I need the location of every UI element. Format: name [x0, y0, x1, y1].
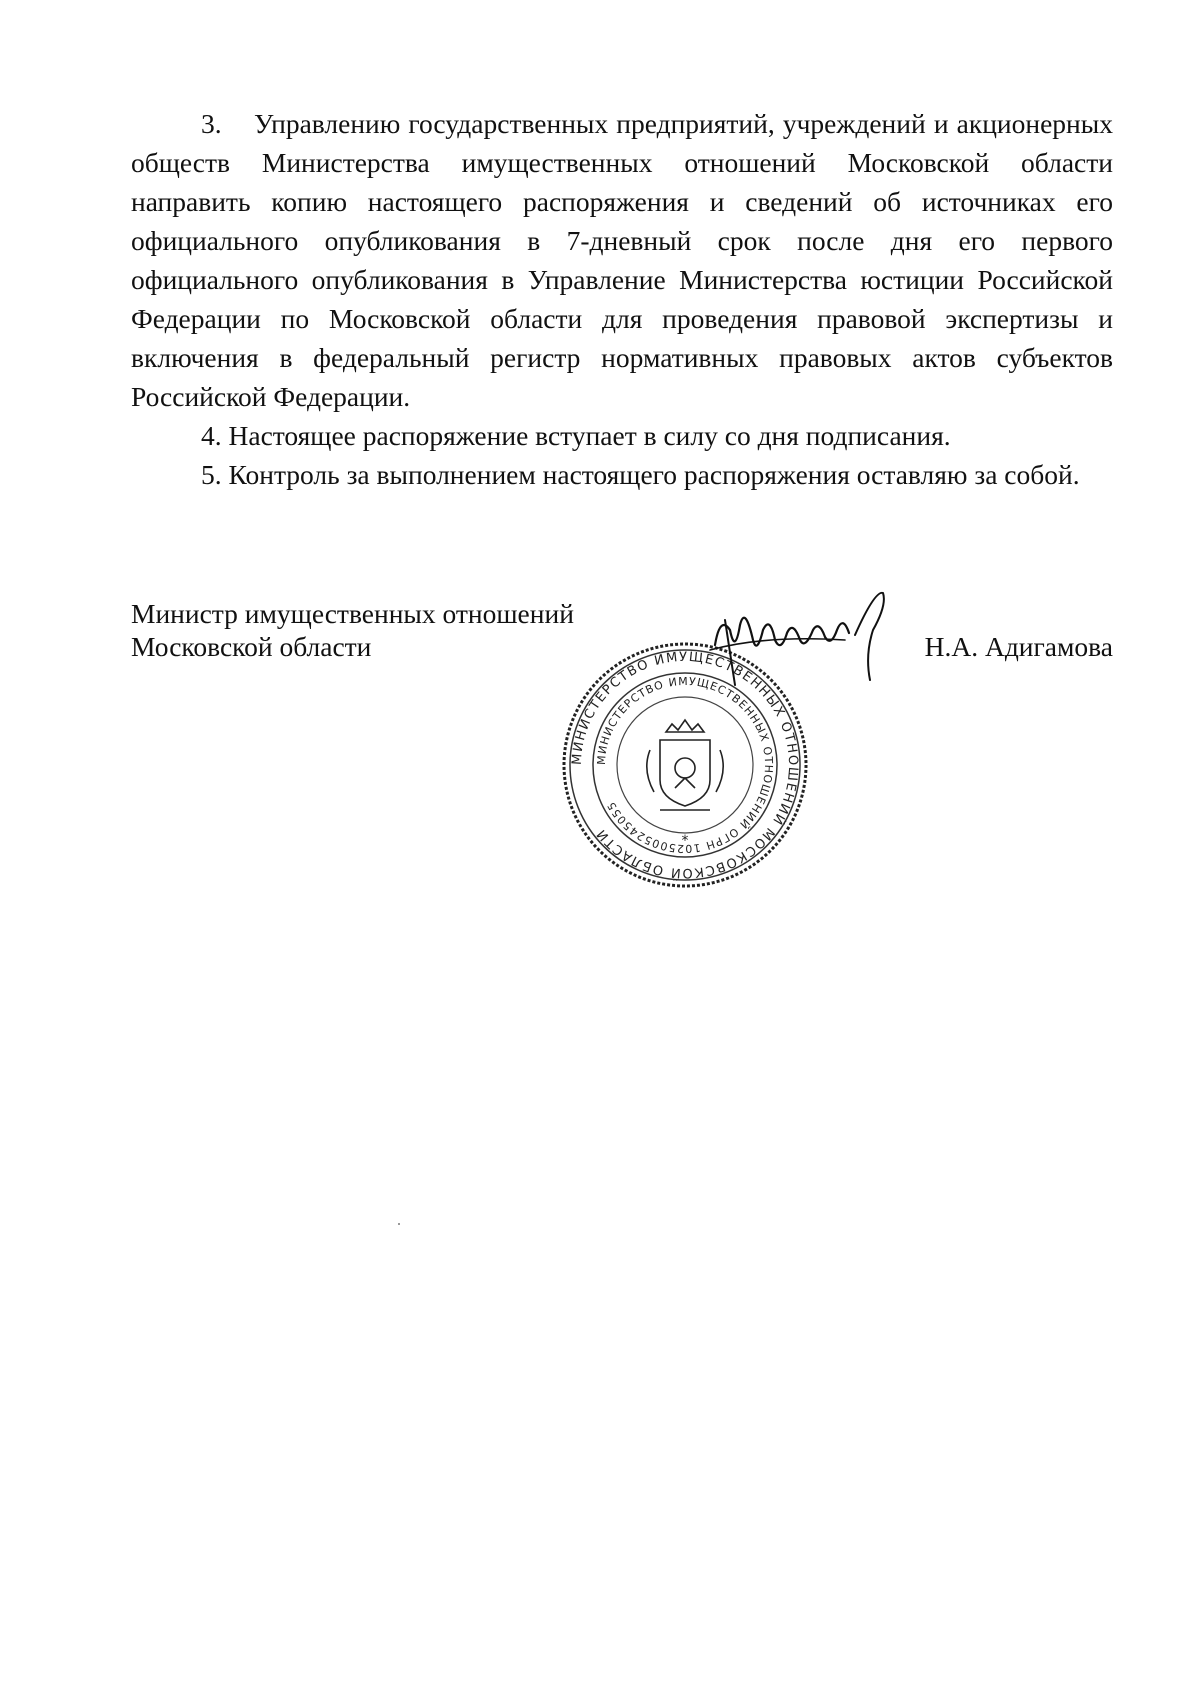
svg-text:МИНИСТЕРСТВО ИМУЩЕСТВЕННЫХ ОТН	[595, 675, 775, 855]
paragraph-5-number: 5.	[201, 459, 222, 490]
signatory-name: Н.А. Адигамова	[924, 631, 1113, 662]
document-body	[131, 104, 1113, 494]
paragraph-3	[131, 104, 1113, 416]
paragraph-3-text: Управлению государственных предприятий, учреждений и акционерных обществ Министерства имущественных отношений Московской области направить копию настоящего распоряжения и сведений об источниках его официального опубликования в 7-дневный срок после дня его первого официального опубликования в Управление Министерства юстиции Российской Федерации по Московской области для проведения правовой экспертизы и включения в федеральный регистр нормативных правовых актов субъектов Российской Федерации.	[131, 108, 1114, 412]
seal-outer-text: МИНИСТЕРСТВО ИМУЩЕСТВЕННЫХ ОТНОШЕНИЙ МОСКОВСКОЙ ОБЛАСТИ	[569, 649, 801, 881]
handwritten-signature-icon	[705, 585, 905, 690]
signatory-title-line2: Московской области	[131, 631, 372, 662]
paragraph-4-number: 4.	[201, 420, 222, 451]
signatory-title-line1: Министр имущественных отношений	[131, 598, 574, 629]
seal-inner-text: МИНИСТЕРСТВО ИМУЩЕСТВЕННЫХ ОТНОШЕНИЙ ОГРН 1025005245055	[594, 674, 776, 856]
moscow-oblast-coat-of-arms-icon	[647, 720, 723, 810]
scan-artifact	[398, 1223, 400, 1225]
svg-text:*: *	[681, 833, 689, 849]
paragraph-5-text: Контроль за выполнением настоящего распоряжения оставляю за собой.	[228, 459, 1080, 490]
paragraph-5	[131, 455, 1113, 494]
paragraph-3-number: 3.	[201, 108, 222, 139]
signatory-title	[131, 597, 574, 663]
paragraph-4	[131, 416, 1113, 455]
paragraph-4-text: Настоящее распоряжение вступает в силу со дня подписания.	[228, 420, 951, 451]
